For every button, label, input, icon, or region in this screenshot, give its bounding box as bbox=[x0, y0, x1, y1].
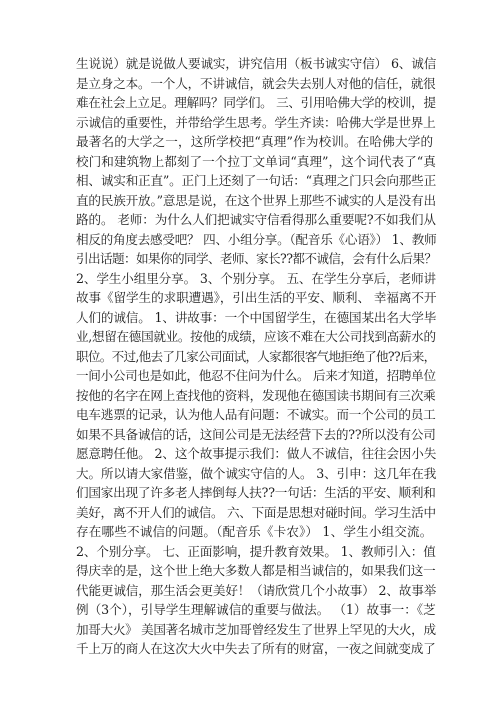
text-line: 人们的诚信。 1、讲故事：一个中国留学生，在德国某出名大学毕 bbox=[76, 309, 437, 325]
text-line: 引出话题：如果你的同学、老师、家长??都不诚信，会有什么后果？ bbox=[76, 251, 437, 266]
text-line: 故事《留学生的求职遭遇》，引出生活的平安、顺利、 幸福离不开 bbox=[76, 290, 437, 305]
text-line: 难在社会上立足。理解吗？同学们。 三、引用哈佛大学的校训，提 bbox=[76, 95, 436, 110]
text-line: 校门和建筑物上都刻了一个拉丁文单词“真理”，这个词代表了“真 bbox=[76, 153, 436, 169]
text-line: 直的民族开放。”意思是说，在这个世界上那些不诚实的人是没有出 bbox=[76, 192, 436, 208]
text-line: 们国家出现了许多老人摔倒每人扶??一句话：生活的平安、顺利和 bbox=[76, 485, 436, 500]
text-line: 2、学生小组里分享。 3、个别分享。 五、在学生分享后，老师讲 bbox=[76, 270, 436, 286]
text-line: 千上万的商人在这次大火中失去了所有的财富，一夜之间就变成了 bbox=[76, 641, 436, 656]
text-line: 得庆幸的是，这个世上绝大多数人都是相当诚信的，如果我们这一 bbox=[76, 563, 436, 578]
text-line: 例（3个），引导学生理解诚信的重要与做法。 （1）故事一：《芝 bbox=[76, 602, 436, 617]
text-line: 存在哪些不诚信的问题。（配音乐《卡农》） 1、学生小组交流。 bbox=[76, 524, 433, 539]
text-line: 大。所以请大家借鉴，做个诚实守信的人。 3、引申：这几年在我 bbox=[76, 465, 437, 481]
text-line: 示诚信的重要性，并带给学生思考。学生齐读：哈佛大学是世界上 bbox=[76, 114, 436, 130]
text-line: 按他的名字在网上查找他的资料，发现他在德国读书期间有三次乘 bbox=[76, 387, 436, 403]
text-line: 加哥大火》 美国著名城市芝加哥曾经发生了世界上罕见的大火，成 bbox=[76, 621, 436, 637]
text-line: 业,想留在德国就业。按他的成绩，应该不难在大公司找到高薪水的 bbox=[76, 329, 436, 344]
text-line: 代能更诚信，那生活会更美好！（请欣赏几个小故事） 2、故事举 bbox=[76, 582, 437, 598]
text-line: 是立身之本。一个人，不讲诚信，就会失去别人对他的信任，就很 bbox=[76, 75, 436, 91]
text-line: 相反的角度去感受吧？ 四、小组分享。（配音乐《心语》） 1、教师 bbox=[76, 231, 437, 247]
text-line: 如果不具备诚信的话，这间公司是无法经营下去的??所以没有公司 bbox=[76, 426, 436, 442]
body-text bbox=[76, 54, 436, 659]
text-line: 美好，离不开人们的诚信。 六、下面是思想对碰时间。学习生活中 bbox=[76, 504, 436, 520]
text-line: 路的。 老师：为什么人们把诚实守信看得那么重要呢?不如我们从 bbox=[76, 212, 436, 227]
text-line: 电车逃票的记录，认为他人品有问题：不诚实。而一个公司的员工 bbox=[76, 407, 436, 422]
text-line: 生说说）就是说做人要诚实，讲究信用（板书诚实守信） 6、诚信 bbox=[76, 56, 437, 71]
text-line: 最著名的大学之一，这所学校把“真理”作为校训。在哈佛大学的 bbox=[76, 134, 434, 149]
text-line: 愿意聘任他。 2、这个故事提示我们：做人不诚信，往往会因小失 bbox=[76, 446, 437, 461]
text-line: 相、诚实和正直”。正门上还刻了一句话：“真理之门只会向那些正 bbox=[76, 173, 437, 188]
text-line: 职位。不过,他去了几家公司面试，人家都很客气地拒绝了他??后来， bbox=[76, 348, 436, 364]
text-line: 一间小公司也是如此，他忍不住问为什么。 后来才知道，招聘单位 bbox=[76, 368, 436, 383]
text-line: 2、个别分享。 七、正面影响，提升教育效果。 1、教师引入：值 bbox=[76, 543, 436, 559]
